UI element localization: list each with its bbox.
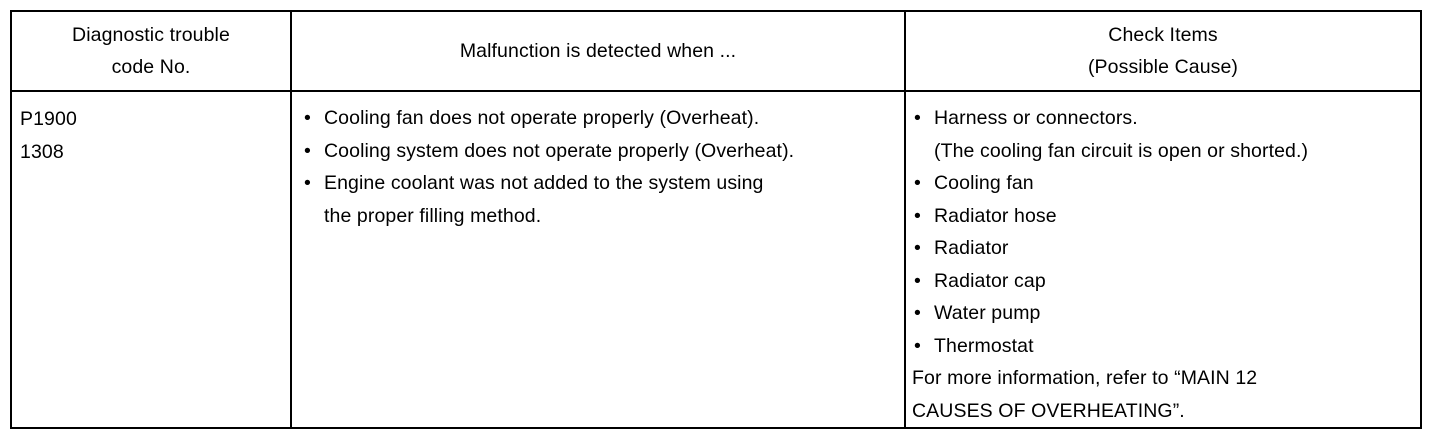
- list-item: [302, 167, 904, 232]
- list-item-text: Cooling system does not operate properly (Overheat).: [324, 139, 795, 162]
- header-malfunction: [291, 11, 905, 91]
- check-items-list: [912, 102, 1420, 362]
- list-item: [302, 102, 904, 135]
- bullet-icon: •: [914, 172, 921, 194]
- header-row: [11, 11, 1421, 91]
- check-items-cell: [905, 91, 1421, 428]
- diagnostic-trouble-table: [10, 10, 1422, 429]
- bullet-icon: •: [304, 139, 311, 162]
- list-item-text: Cooling fan: [934, 172, 1034, 194]
- list-item-text: Harness or connectors.: [934, 107, 1138, 129]
- header-malfunction-label: Malfunction is detected when ...: [459, 40, 737, 62]
- list-item: [912, 102, 1420, 167]
- list-item-continuation: (The cooling fan circuit is open or shorted.): [934, 139, 1309, 162]
- header-check-line1: Check Items: [1108, 24, 1218, 46]
- list-item: [912, 265, 1420, 298]
- header-check-line2: (Possible Cause): [1087, 56, 1239, 78]
- list-item-text: Cooling fan does not operate properly (Overheat).: [324, 107, 760, 129]
- malfunction-list: [302, 102, 904, 232]
- header-dtc-line1: Diagnostic trouble: [72, 24, 230, 46]
- list-item-text: Engine coolant was not added to the system using: [324, 172, 764, 194]
- bullet-icon: •: [304, 107, 311, 129]
- header-check-items: [905, 11, 1421, 91]
- header-dtc-line2: code No.: [111, 56, 191, 78]
- dtc-codes-cell: [11, 91, 291, 428]
- reference-note-line2: CAUSES OF OVERHEATING”.: [912, 399, 1185, 422]
- list-item-text: Water pump: [934, 302, 1041, 324]
- bullet-icon: •: [914, 204, 921, 227]
- bullet-icon: •: [914, 237, 921, 259]
- list-item-text: Radiator cap: [934, 269, 1046, 292]
- list-item-text: Radiator hose: [934, 204, 1057, 227]
- bullet-icon: •: [914, 334, 921, 357]
- list-item: [912, 200, 1420, 233]
- dtc-code-mil: 1308: [20, 140, 64, 163]
- list-item-text: Thermostat: [934, 334, 1034, 357]
- bullet-icon: •: [914, 302, 921, 324]
- bullet-icon: •: [304, 172, 311, 194]
- list-item-continuation: the proper filling method.: [324, 204, 542, 227]
- header-dtc-number: [11, 11, 291, 91]
- list-item-text: Radiator: [934, 237, 1009, 259]
- list-item: [912, 297, 1420, 330]
- reference-note-line1: For more information, refer to “MAIN 12: [912, 367, 1258, 389]
- bullet-icon: •: [914, 107, 921, 129]
- table-row: [11, 91, 1421, 428]
- dtc-code-obd: P1900: [20, 108, 77, 130]
- list-item: [912, 167, 1420, 200]
- malfunction-cell: [291, 91, 905, 428]
- bullet-icon: •: [914, 269, 921, 292]
- list-item: [912, 232, 1420, 265]
- list-item: [302, 135, 904, 168]
- list-item: [912, 330, 1420, 363]
